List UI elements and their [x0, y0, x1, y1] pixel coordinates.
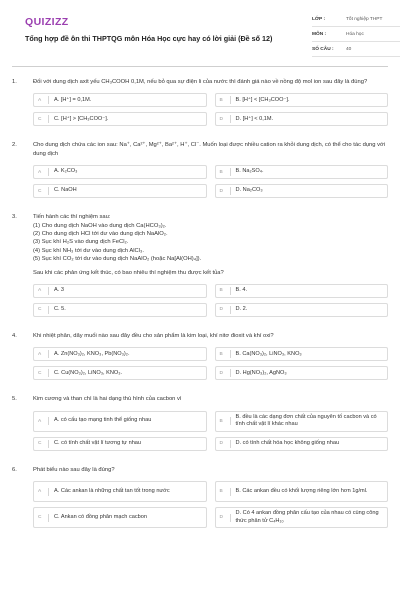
answer-option-d[interactable]: [215, 366, 389, 380]
option-text: B. Ca(NO₃)₂, LiNO₃, KNO₃: [235, 350, 302, 357]
question-text: Khi nhiệt phân, dãy muối nào sau đây đều cho sản phẩm là kim loại, khí nitơ đioxit và khí oxi?: [33, 332, 274, 339]
answer-options: [33, 481, 388, 528]
answer-option-c[interactable]: [33, 112, 207, 126]
quizizz-logo: QUIZIZZ: [25, 16, 69, 28]
question-number: 4.: [12, 332, 17, 339]
experiment-line: (1) Cho dung dịch NaOH vào dung dịch Ca(HCO₃)₂.: [33, 222, 167, 229]
option-text: A. [H⁺] = 0,1M.: [54, 96, 92, 103]
answer-option-b[interactable]: [215, 411, 389, 432]
question-5: [12, 395, 388, 450]
answer-option-d[interactable]: [215, 303, 389, 317]
option-text: C. [H⁺] > [CH₃COO⁻].: [54, 115, 109, 122]
option-text: A. Zn(NO₃)₂, KNO₃, Pb(NO₃)₂.: [54, 350, 130, 357]
meta-row-class: [312, 12, 400, 27]
option-letter: B: [219, 288, 223, 294]
option-letter: A: [38, 97, 42, 103]
document-title: Tổng hợp đề ôn thi THPTQG môn Hóa Học cực hay có lời giải (Đề số 12): [25, 34, 273, 43]
page-header: [12, 0, 388, 62]
option-text: A. K₂CO₃: [54, 168, 78, 175]
option-text: D. Có 4 ankan đồng phân cấu tạo của nhau có cùng công thức phân tử C₄H₁₀: [235, 510, 379, 524]
option-letter: D: [219, 515, 223, 521]
option-letter: D: [219, 370, 223, 376]
option-letter: B: [219, 169, 223, 175]
answer-option-d[interactable]: [215, 112, 389, 126]
answer-options: [33, 93, 388, 126]
option-letter: B: [219, 418, 223, 424]
answer-option-c[interactable]: [33, 437, 207, 451]
answer-option-b[interactable]: [215, 93, 389, 107]
option-letter: C: [38, 188, 42, 194]
option-text: A. có cấu tạo mạng tinh thể giống nhau: [54, 417, 152, 424]
question-6: [12, 466, 388, 528]
option-letter: D: [219, 307, 223, 313]
option-letter: A: [38, 418, 42, 424]
meta-key: LỚP :: [312, 16, 326, 22]
meta-key: MÔN :: [312, 31, 327, 37]
meta-value: Hóa học: [346, 31, 364, 37]
header-divider: [12, 66, 388, 67]
answer-option-b[interactable]: [215, 165, 389, 179]
option-letter: D: [219, 116, 223, 122]
question-text: Tiến hành các thí nghiệm sau:: [33, 214, 111, 221]
question-text: Phát biểu nào sau đây là đúng?: [33, 466, 115, 473]
option-letter: A: [38, 351, 42, 357]
question-text: Đối với dung dịch axit yếu CH₃COOH 0,1M, nếu bỏ qua sự điện li của nước thì đánh giá nào về nồng độ mol ion sau đây là đúng?: [33, 79, 368, 85]
question-number: 5.: [12, 396, 17, 403]
question-number: 6.: [12, 466, 17, 473]
question-text: Cho dung dịch chứa các ion sau: Na⁺, Ca²⁺, Mg²⁺, Ba²⁺, H⁺, Cl⁻. Muốn loại được nhiều cation ra khỏi dung dịch, có thể cho tác dụng với dung dịch: [33, 142, 386, 157]
option-letter: B: [219, 351, 223, 357]
question-2: [12, 141, 388, 198]
question-4: [12, 332, 388, 380]
question-list: [12, 78, 388, 543]
option-text: D. 2.: [235, 306, 248, 313]
answer-option-a[interactable]: [33, 93, 207, 107]
experiment-line: (3) Sục khí H₂S vào dung dịch FeCl₂.: [33, 239, 129, 246]
option-text: C. có tính chất vật lí tương tự nhau: [54, 440, 142, 446]
answer-option-c[interactable]: [33, 184, 207, 198]
option-text: B. Các ankan đều có khối lượng riêng lớn hơn 1g/ml.: [235, 487, 368, 494]
answer-option-a[interactable]: [33, 481, 207, 502]
answer-option-c[interactable]: [33, 366, 207, 380]
answer-option-a[interactable]: [33, 165, 207, 179]
experiment-line: (2) Cho dung dịch HCl tới dư vào dung dịch NaAlO₂.: [33, 230, 168, 237]
option-letter: C: [38, 370, 42, 376]
answer-options: [33, 347, 388, 380]
option-text: C. Cu(NO₃)₂, LiNO₃, KNO₃.: [54, 369, 123, 376]
option-letter: C: [38, 307, 42, 313]
meta-row-question-count: [312, 42, 400, 57]
option-letter: C: [38, 116, 42, 122]
experiment-line: (4) Sục khí NH₃ tới dư vào dung dịch AlCl₃.: [33, 247, 144, 254]
answer-option-a[interactable]: [33, 284, 207, 298]
answer-options: [33, 165, 388, 198]
option-text: C. NaOH: [54, 187, 77, 194]
option-text: D. có tính chất hóa học không giống nhau: [235, 440, 340, 446]
option-text: A. 3: [54, 287, 64, 294]
question-number: 2.: [12, 142, 17, 149]
option-letter: D: [219, 188, 223, 194]
answer-options: [33, 411, 388, 451]
meta-row-subject: [312, 27, 400, 42]
meta-key: SỐ CÂU :: [312, 46, 334, 52]
option-letter: A: [38, 169, 42, 175]
answer-option-b[interactable]: [215, 284, 389, 298]
question-text: Kim cương và than chì là hai dạng thù hình của cacbon vì: [33, 396, 182, 403]
option-letter: C: [38, 441, 42, 447]
option-text: B. đều là các dạng đơn chất của nguyên tố cacbon và có tính chất vật lí khác nhau: [235, 413, 377, 428]
meta-value: Tốt nghiệp THPT: [346, 16, 383, 22]
option-text: D. [H⁺] < 0,1M.: [235, 115, 274, 122]
option-text: C. Ankan có đồng phân mạch cacbon: [54, 513, 147, 520]
answer-option-d[interactable]: [215, 184, 389, 198]
option-text: B. [H⁺] < [CH₃COO⁻].: [235, 96, 290, 103]
answer-option-a[interactable]: [33, 411, 207, 432]
question-3: [12, 213, 388, 317]
answer-option-b[interactable]: [215, 347, 389, 361]
option-letter: D: [219, 441, 223, 447]
meta-value: 40: [346, 46, 352, 52]
answer-option-d[interactable]: [215, 437, 389, 451]
option-text: A. Các ankan là những chất tan tốt trong nước: [54, 487, 170, 494]
option-text: C. 5.: [54, 306, 66, 313]
option-letter: A: [38, 489, 42, 495]
answer-option-a[interactable]: [33, 347, 207, 361]
question-number: 1.: [12, 79, 17, 85]
answer-option-c[interactable]: [33, 303, 207, 317]
option-letter: C: [38, 515, 42, 521]
answer-option-c[interactable]: [33, 507, 207, 528]
option-text: D. Na₂CO₃: [235, 187, 263, 194]
option-text: D. Hg(NO₃)₂, AgNO₃: [235, 369, 287, 376]
option-text: B. 4.: [235, 287, 248, 294]
answer-option-b[interactable]: [215, 481, 389, 502]
option-text: B. Na₂SO₄.: [235, 168, 264, 175]
question-number: 3.: [12, 214, 17, 221]
answer-option-d[interactable]: [215, 507, 389, 528]
experiment-line: (5) Sục khí CO₂ tới dư vào dung dịch NaAlO₂ (hoặc Na[Al(OH)₄]).: [33, 256, 202, 263]
answer-options: [33, 284, 388, 317]
option-letter: B: [219, 489, 223, 495]
option-letter: A: [38, 288, 42, 294]
option-letter: B: [219, 97, 223, 103]
meta-table: [312, 12, 400, 57]
question-1: [12, 78, 388, 126]
question-prompt: Sau khi các phản ứng kết thúc, có bao nhiêu thí nghiệm thu được kết tủa?: [33, 269, 224, 276]
